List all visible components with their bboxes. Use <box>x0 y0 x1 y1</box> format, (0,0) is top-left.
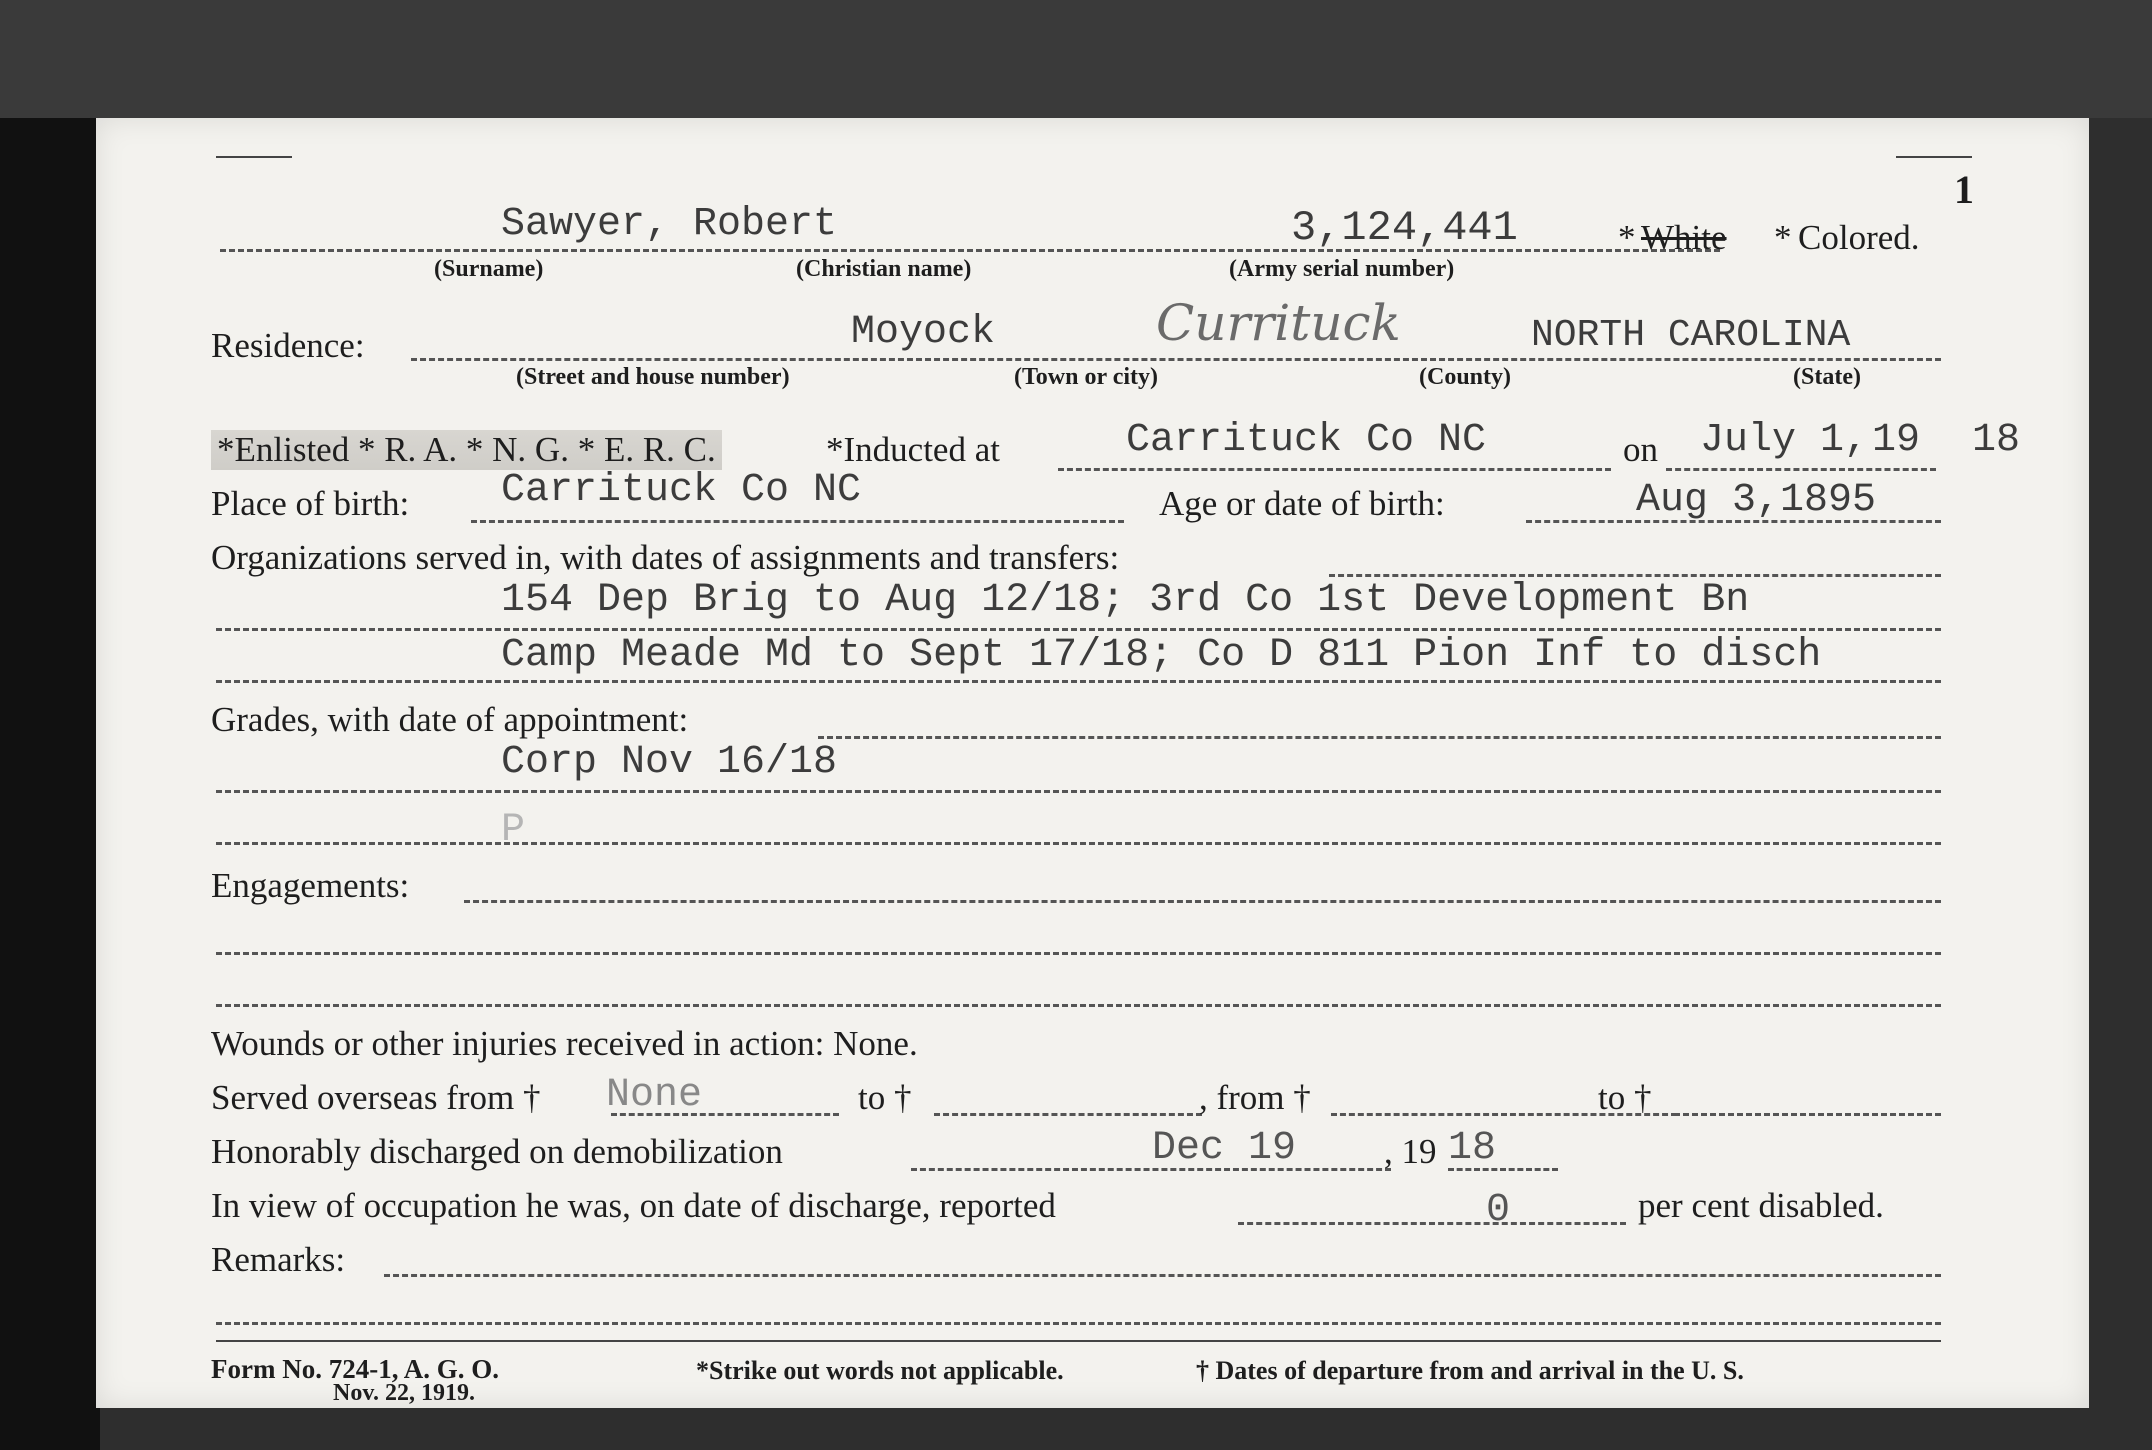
enlisted-options: *Enlisted * R. A. * N. G. * E. R. C. <box>211 430 722 470</box>
grades-line-2 <box>216 842 1941 845</box>
overseas-to2-line <box>1674 1113 1941 1116</box>
overseas-to-line <box>934 1113 1202 1116</box>
discharge-year-line <box>1448 1168 1558 1171</box>
date-of-birth-label: Age or date of birth: <box>1159 484 1445 523</box>
caption-street: (Street and house number) <box>516 364 790 390</box>
disabled-label: In view of occupation he was, on date of discharge, reported <box>211 1186 1056 1225</box>
footer-rule <box>216 1340 1941 1342</box>
discharge-date-value: Dec 19 <box>1152 1126 1297 1171</box>
residence-line <box>411 358 1941 361</box>
race-star-1: * <box>1618 218 1636 257</box>
organizations-line-2-value: Camp Meade Md to Sept 17/18; Co D 811 Pion Inf to disch <box>501 633 1822 678</box>
residence-county-value: Currituck <box>1156 294 1401 352</box>
organizations-line-1 <box>216 628 1941 631</box>
grades-line-0 <box>818 736 1941 739</box>
residence-town-value: Moyock <box>851 310 996 355</box>
race-white-struck: White <box>1641 218 1727 257</box>
engagements-line-2 <box>216 1004 1941 1007</box>
disabled-line <box>1238 1222 1626 1225</box>
serial-number-value: 3,124,441 <box>1291 204 1518 252</box>
engagements-label: Engagements: <box>211 866 410 905</box>
caption-county: (County) <box>1419 364 1512 390</box>
scan-top-band <box>0 0 2152 118</box>
residence-state-value: NORTH CAROLINA <box>1531 314 1851 357</box>
discharge-label: Honorably discharged on demobilization <box>211 1132 783 1171</box>
surname-christian-name-value: Sawyer, Robert <box>501 202 838 247</box>
grades-line-2-value: P <box>501 808 526 853</box>
caption-state: (State) <box>1793 364 1861 390</box>
place-of-birth-label: Place of birth: <box>211 484 410 523</box>
engagements-line-1 <box>216 952 1941 955</box>
corner-rule-right <box>1896 156 1972 158</box>
caption-christian-name: (Christian name) <box>796 256 972 282</box>
inducted-at-line <box>1058 468 1611 471</box>
dates-note: † Dates of departure from and arrival in the U. S. <box>1196 1356 1744 1385</box>
card-number: 1 <box>1954 167 1974 212</box>
overseas-to2-label: to † <box>1598 1078 1652 1117</box>
discharge-year-prefix: , 19 <box>1384 1132 1437 1171</box>
race-colored: Colored. <box>1798 218 1920 257</box>
inducted-at-label: *Inducted at <box>826 430 1000 469</box>
engagements-line-0 <box>464 900 1941 903</box>
remarks-label: Remarks: <box>211 1240 346 1279</box>
inducted-date-value: July 1, <box>1700 418 1869 463</box>
race-star-2: * <box>1774 218 1792 257</box>
service-record-card <box>96 118 2089 1408</box>
organizations-line-1-value: 154 Dep Brig to Aug 12/18; 3rd Co 1st Development Bn <box>501 578 1750 623</box>
overseas-to-label: to † <box>858 1078 912 1117</box>
wounds-text: Wounds or other injuries received in action: None. <box>211 1024 918 1063</box>
organizations-line-2 <box>216 680 1941 683</box>
discharge-date-line <box>911 1168 1391 1171</box>
grades-line-1-value: Corp Nov 16/18 <box>501 740 838 785</box>
strike-note: *Strike out words not applicable. <box>696 1356 1064 1385</box>
grades-line-1 <box>216 790 1941 793</box>
remarks-line-1 <box>216 1322 1941 1325</box>
residence-label: Residence: <box>211 326 365 365</box>
inducted-date-line <box>1666 468 1936 471</box>
caption-surname: (Surname) <box>434 256 544 282</box>
date-of-birth-value: Aug 3,1895 <box>1636 478 1877 523</box>
place-of-birth-value: Carrituck Co NC <box>501 468 862 513</box>
remarks-line-0 <box>384 1274 1941 1277</box>
disabled-value: 0 <box>1486 1188 1511 1233</box>
grades-label: Grades, with date of appointment: <box>211 700 689 739</box>
inducted-on-label: on <box>1623 430 1658 469</box>
inducted-year-value: 18 <box>1972 418 2021 463</box>
scan-left-edge <box>0 0 100 1450</box>
organizations-label: Organizations served in, with dates of assignments and transfers: <box>211 538 1120 577</box>
inducted-year-prefix: 19 <box>1872 418 1921 463</box>
place-of-birth-line <box>471 520 1124 523</box>
overseas-from2-label: , from † <box>1199 1078 1311 1117</box>
overseas-from-value: None <box>606 1073 703 1118</box>
inducted-at-value: Carrituck Co NC <box>1126 418 1487 463</box>
corner-rule-left <box>216 156 292 158</box>
discharge-year-value: 18 <box>1448 1126 1497 1171</box>
caption-serial-number: (Army serial number) <box>1229 256 1455 282</box>
overseas-from-label: Served overseas from † <box>211 1078 541 1117</box>
form-number: Form No. 724-1, A. G. O. <box>211 1354 499 1384</box>
organizations-line-0 <box>1329 574 1941 577</box>
caption-town: (Town or city) <box>1014 364 1158 390</box>
form-date: Nov. 22, 1919. <box>333 1380 476 1406</box>
disabled-suffix: per cent disabled. <box>1638 1186 1884 1225</box>
